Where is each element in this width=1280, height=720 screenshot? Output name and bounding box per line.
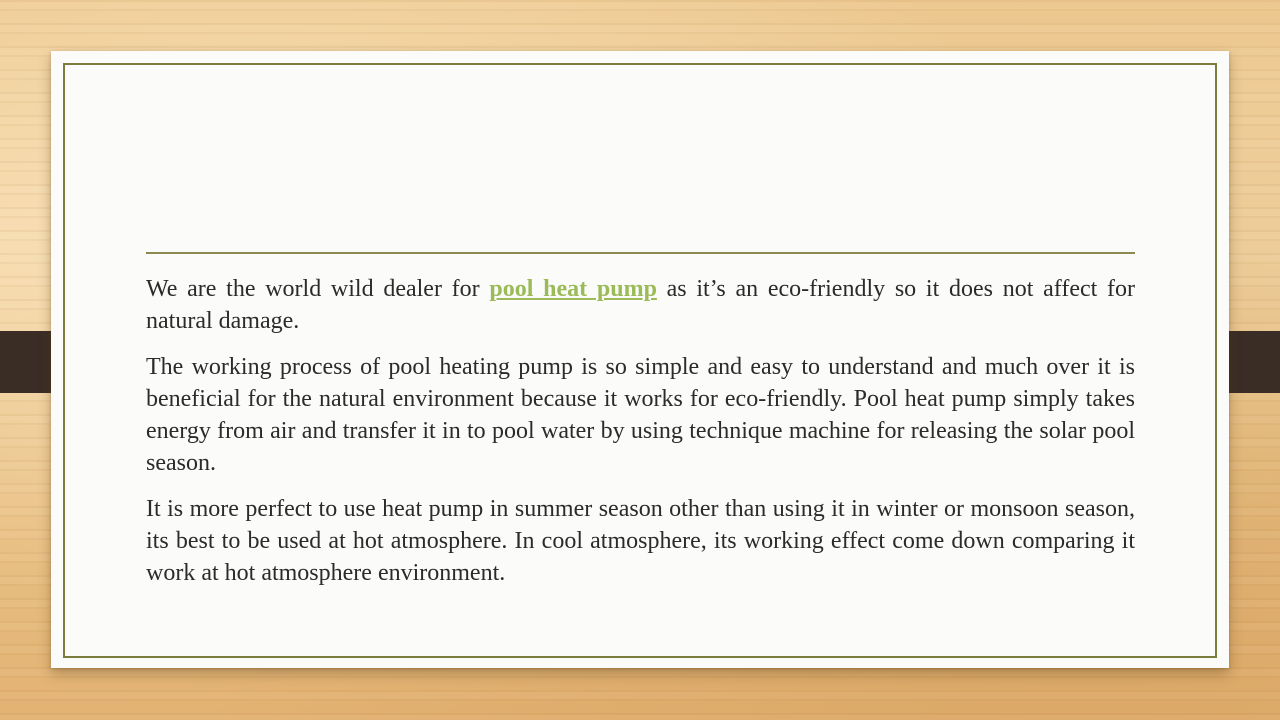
pool-heat-pump-link[interactable]: pool heat pump: [489, 276, 657, 302]
paragraph-1-lead: We are the world wild dealer for: [146, 276, 490, 302]
paragraph-1: [146, 273, 1135, 337]
paragraph-2: The working process of pool heating pump is so simple and easy to understand and much over it is beneficial for the natural environment because it works for eco-friendly. Pool heat pump simply takes energy from air and transfer it in to pool water by using technique machine for releasing the solar pool season.: [146, 354, 1135, 476]
slide-card: [51, 51, 1229, 668]
paragraph-1-tail: as it’s an eco-friendly so it does not affect for natural damage.: [146, 276, 1136, 334]
slide-body: [146, 273, 1135, 603]
title-divider: [146, 252, 1135, 254]
paragraph-3: It is more perfect to use heat pump in summer season other than using it in winter or monsoon season, its best to be used at hot atmosphere. In cool atmosphere, its working effect come down comparing it work at hot atmosphere environment.: [146, 496, 1135, 586]
